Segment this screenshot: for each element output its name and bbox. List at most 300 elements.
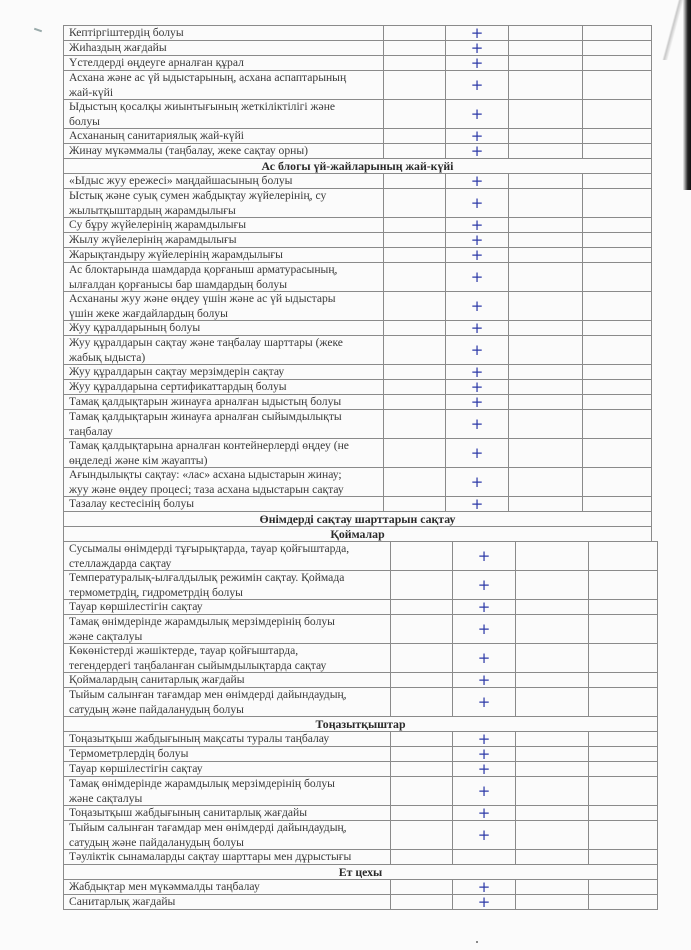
handwritten-plus-mark: + xyxy=(470,341,484,359)
table-row xyxy=(63,746,658,761)
handwritten-plus-mark: + xyxy=(470,319,484,337)
empty-cell xyxy=(582,26,652,40)
empty-cell xyxy=(515,821,588,849)
criterion-text: тегендердегі таңбаланған сыйымдылықтарда сақтау xyxy=(69,658,327,672)
handwritten-plus-mark: + xyxy=(470,142,484,160)
table-row xyxy=(63,70,652,99)
criterion-text: Ыстық және суық сумен жабдықтау жүйелерінің, су xyxy=(69,189,327,202)
criterion-text: Су бұру жүйелерінің жарамдылығы xyxy=(69,218,247,231)
empty-cell xyxy=(582,144,652,158)
empty-cell xyxy=(508,218,582,232)
mark-cell xyxy=(445,263,508,291)
criterion-text: Температуралық-ылғалдылық режимін сақтау. Қоймада xyxy=(69,571,345,584)
mark-cell xyxy=(452,747,515,761)
handwritten-plus-mark: + xyxy=(477,804,491,822)
empty-cell xyxy=(582,497,652,511)
empty-cell xyxy=(515,806,588,820)
section-header: Ас блогы үй-жайларының жай-күйі xyxy=(63,158,652,173)
handwritten-plus-mark: + xyxy=(470,246,484,264)
handwritten-plus-mark: + xyxy=(477,620,491,638)
empty-cell xyxy=(515,850,588,864)
criterion-cell xyxy=(63,497,383,511)
criterion-text: ылғалдан қорғанысы бар шамдардың болуы xyxy=(69,277,288,291)
mark-cell xyxy=(445,56,508,70)
mark-cell xyxy=(445,26,508,40)
empty-cell xyxy=(383,144,445,158)
criterion-cell xyxy=(63,806,390,820)
criterion-cell xyxy=(63,365,383,379)
empty-cell xyxy=(383,71,445,99)
mark-cell xyxy=(445,410,508,438)
criterion-text: Кептіргіштердің болуы xyxy=(69,26,184,39)
empty-cell xyxy=(508,100,582,128)
handwritten-plus-mark: + xyxy=(477,598,491,616)
empty-cell xyxy=(508,292,582,320)
criterion-text: үшін жеке жағдайлардың болуы xyxy=(69,306,228,320)
table-row xyxy=(63,394,652,409)
mark-cell xyxy=(452,615,515,643)
empty-cell xyxy=(515,732,588,746)
empty-cell xyxy=(582,71,652,99)
empty-cell xyxy=(588,895,658,909)
table-bottom-border xyxy=(63,909,658,910)
mark-cell xyxy=(452,600,515,614)
mark-cell xyxy=(452,762,515,776)
mark-cell xyxy=(445,41,508,55)
criterion-cell xyxy=(63,144,383,158)
criterion-text: Қоймалардың санитарлық жағдайы xyxy=(69,673,245,686)
table-row xyxy=(63,291,652,320)
empty-cell xyxy=(383,218,445,232)
criterion-cell xyxy=(63,439,383,467)
criterion-text: Асхананы жуу және өңдеу үшін және ас үй ыдыстары xyxy=(69,292,336,305)
empty-cell xyxy=(582,468,652,496)
empty-cell xyxy=(508,365,582,379)
page-edge-shadow xyxy=(661,0,683,60)
empty-cell xyxy=(515,673,588,687)
criterion-text: сатудың және пайдаланудың болуы xyxy=(69,702,244,716)
handwritten-plus-mark: + xyxy=(470,194,484,212)
criterion-text: Ыдыстың қосалқы жиынтығының жеткіліктілігі және xyxy=(69,100,336,113)
mark-cell xyxy=(452,732,515,746)
empty-cell xyxy=(588,615,658,643)
criterion-text: Үстелдерді өңдеуге арналған құрал xyxy=(69,56,244,69)
empty-cell xyxy=(383,292,445,320)
criterion-text: Тауар көршілестігін сақтау xyxy=(69,762,203,775)
mark-cell xyxy=(445,174,508,188)
criterion-text: Ағындылықты сақтау: «лас» асхана ыдыстарын жинау; xyxy=(69,468,342,481)
empty-cell xyxy=(515,644,588,672)
empty-cell xyxy=(383,189,445,217)
empty-cell xyxy=(383,263,445,291)
criterion-text: жабық ыдыста) xyxy=(69,350,146,364)
criterion-cell xyxy=(63,747,390,761)
empty-cell xyxy=(588,732,658,746)
empty-cell xyxy=(588,880,658,894)
handwritten-plus-mark: + xyxy=(470,127,484,145)
table-row xyxy=(63,364,652,379)
criterion-text: Тамақ қалдықтарына арналған контейнерлерді өңдеу (не xyxy=(69,439,349,452)
empty-cell xyxy=(582,129,652,143)
table-row xyxy=(63,409,652,438)
mark-cell xyxy=(445,380,508,394)
criterion-cell xyxy=(63,850,390,864)
criterion-cell xyxy=(63,732,390,746)
empty-cell xyxy=(582,292,652,320)
empty-cell xyxy=(588,673,658,687)
criterion-text: және сақталуы xyxy=(69,629,143,643)
empty-cell xyxy=(515,777,588,805)
empty-cell xyxy=(582,233,652,247)
empty-cell xyxy=(383,248,445,262)
criterion-text: өңделеді және кім жауапты) xyxy=(69,453,208,467)
criterion-text: Асхананың санитариялық жай-күйі xyxy=(69,129,245,142)
empty-cell xyxy=(582,174,652,188)
table-row xyxy=(63,776,658,805)
empty-cell xyxy=(588,806,658,820)
table-row xyxy=(63,247,652,262)
handwritten-plus-mark: + xyxy=(470,378,484,396)
criterion-cell xyxy=(63,895,390,909)
empty-cell xyxy=(383,336,445,364)
table-row xyxy=(63,99,652,128)
section-header: Тоңазытқыштар xyxy=(63,716,658,731)
empty-cell xyxy=(383,233,445,247)
table-row xyxy=(63,496,652,511)
handwritten-plus-mark: + xyxy=(470,444,484,462)
criterion-cell xyxy=(63,56,383,70)
criterion-text: Тазалау кестесінің болуы xyxy=(69,497,195,510)
mark-cell xyxy=(452,880,515,894)
table-row xyxy=(63,761,658,776)
criterion-cell xyxy=(63,41,383,55)
criterion-text: Жуу құралдарының болуы xyxy=(69,321,201,334)
empty-cell xyxy=(515,762,588,776)
criterion-text: Тәуліктік сынамаларды сақтау шарттары мен дұрыстығы xyxy=(69,850,352,863)
empty-cell xyxy=(582,41,652,55)
table-row xyxy=(63,438,652,467)
criterion-text: Тауар көршілестігін сақтау xyxy=(69,600,203,613)
empty-cell xyxy=(515,880,588,894)
empty-cell xyxy=(515,542,588,570)
empty-cell xyxy=(582,410,652,438)
empty-cell xyxy=(383,321,445,335)
empty-cell xyxy=(508,410,582,438)
handwritten-plus-mark: + xyxy=(477,730,491,748)
criterion-text: жай-күйі xyxy=(69,85,114,99)
empty-cell xyxy=(390,600,452,614)
handwritten-plus-mark: + xyxy=(470,393,484,411)
criterion-cell xyxy=(63,263,383,291)
empty-cell xyxy=(515,615,588,643)
table-row xyxy=(63,820,658,849)
section-header: Өнімдерді сақтау шарттарын сақтау xyxy=(63,511,652,526)
handwritten-plus-mark: + xyxy=(470,268,484,286)
handwritten-plus-mark: + xyxy=(477,745,491,763)
criterion-cell xyxy=(63,218,383,232)
criterion-cell xyxy=(63,248,383,262)
criterion-cell xyxy=(63,26,383,40)
empty-cell xyxy=(383,129,445,143)
mark-cell xyxy=(445,144,508,158)
mark-cell xyxy=(445,100,508,128)
table-row xyxy=(63,173,652,188)
table-row xyxy=(63,55,652,70)
mark-cell xyxy=(445,189,508,217)
table-row xyxy=(63,894,658,909)
table-row xyxy=(63,217,652,232)
handwritten-plus-mark: + xyxy=(470,172,484,190)
table-row xyxy=(63,570,658,599)
mark-cell xyxy=(445,129,508,143)
section-header: Ет цехы xyxy=(63,864,658,879)
handwritten-plus-mark: + xyxy=(470,297,484,315)
table-row xyxy=(63,379,652,394)
mark-cell xyxy=(452,688,515,716)
empty-cell xyxy=(390,644,452,672)
criterion-text: Тамақ қалдықтарын жинауға арналған сыйымдылықты xyxy=(69,410,342,423)
empty-cell xyxy=(383,174,445,188)
empty-cell xyxy=(390,688,452,716)
handwritten-plus-mark: + xyxy=(470,495,484,513)
criterion-cell xyxy=(63,189,383,217)
table-row xyxy=(63,805,658,820)
criterion-text: Жабдықтар мен мүкәммалды таңбалау xyxy=(69,880,260,893)
page-edge xyxy=(683,0,691,190)
table-row xyxy=(63,614,658,643)
table-row xyxy=(63,320,652,335)
scan-dot xyxy=(476,941,478,943)
empty-cell xyxy=(582,218,652,232)
empty-cell xyxy=(383,439,445,467)
handwritten-plus-mark: + xyxy=(470,39,484,57)
empty-cell xyxy=(390,777,452,805)
mark-cell xyxy=(445,292,508,320)
empty-cell xyxy=(383,41,445,55)
criterion-cell xyxy=(63,542,390,570)
empty-cell xyxy=(508,56,582,70)
handwritten-plus-mark: + xyxy=(477,671,491,689)
table-row xyxy=(63,599,658,614)
handwritten-plus-mark: + xyxy=(470,415,484,433)
criterion-cell xyxy=(63,644,390,672)
handwritten-plus-mark: + xyxy=(470,473,484,491)
empty-cell xyxy=(508,189,582,217)
empty-cell xyxy=(508,26,582,40)
criterion-text: Тоңазытқыш жабдығының мақсаты туралы таңбалау xyxy=(69,732,330,745)
criterion-cell xyxy=(63,380,383,394)
criterion-cell xyxy=(63,174,383,188)
table-row xyxy=(63,879,658,894)
criterion-cell xyxy=(63,600,390,614)
empty-cell xyxy=(588,850,658,864)
empty-cell xyxy=(383,56,445,70)
handwritten-plus-mark: + xyxy=(470,216,484,234)
empty-cell xyxy=(390,850,452,864)
empty-cell xyxy=(383,410,445,438)
criterion-text: Жылу жүйелерінің жарамдылығы xyxy=(69,233,237,246)
mark-cell xyxy=(445,336,508,364)
mark-cell xyxy=(445,248,508,262)
empty-cell xyxy=(582,56,652,70)
table-row xyxy=(63,188,652,217)
handwritten-plus-mark: + xyxy=(477,760,491,778)
criterion-cell xyxy=(63,321,383,335)
empty-cell xyxy=(508,174,582,188)
empty-cell xyxy=(582,395,652,409)
table-row xyxy=(63,672,658,687)
criterion-text: жуу және өңдеу процесі; таза асхана ыдыстарын сақтау xyxy=(69,482,344,496)
criterion-cell xyxy=(63,410,383,438)
empty-cell xyxy=(508,71,582,99)
empty-cell xyxy=(582,380,652,394)
mark-cell xyxy=(445,439,508,467)
mark-cell xyxy=(452,542,515,570)
empty-cell xyxy=(588,777,658,805)
empty-cell xyxy=(508,380,582,394)
handwritten-plus-mark: + xyxy=(477,878,491,896)
handwritten-plus-mark: + xyxy=(470,76,484,94)
mark-cell xyxy=(452,673,515,687)
empty-cell xyxy=(383,26,445,40)
empty-cell xyxy=(508,41,582,55)
criterion-cell xyxy=(63,468,383,496)
criterion-cell xyxy=(63,395,383,409)
handwritten-plus-mark: + xyxy=(477,782,491,800)
empty-cell xyxy=(383,380,445,394)
empty-cell xyxy=(582,336,652,364)
handwritten-plus-mark: + xyxy=(477,826,491,844)
criterion-cell xyxy=(63,571,390,599)
criterion-text: Жуу құралдарын сақтау және таңбалау шарттары (жеке xyxy=(69,336,343,349)
table-row xyxy=(63,849,658,864)
empty-cell xyxy=(508,497,582,511)
criterion-text: Жуу құралдарына сертификаттардың болуы xyxy=(69,380,287,393)
empty-cell xyxy=(508,263,582,291)
mark-cell xyxy=(452,806,515,820)
table-row xyxy=(63,143,652,158)
criterion-text: және сақталуы xyxy=(69,791,143,805)
mark-cell xyxy=(452,850,515,864)
criterion-text: Тыйым салынған тағамдар мен өнімдерді дайындаудың, xyxy=(69,688,347,701)
criterion-cell xyxy=(63,688,390,716)
criterion-text: Тамақ өнімдерінде жарамдылық мерзімдерінің болуы xyxy=(69,615,335,628)
empty-cell xyxy=(390,732,452,746)
empty-cell xyxy=(588,821,658,849)
criterion-cell xyxy=(63,336,383,364)
handwritten-plus-mark: + xyxy=(470,24,484,42)
empty-cell xyxy=(582,248,652,262)
criterion-cell xyxy=(63,292,383,320)
empty-cell xyxy=(383,395,445,409)
empty-cell xyxy=(582,365,652,379)
criterion-text: термометрдің, гидрометрдің болуы xyxy=(69,585,243,599)
criterion-text: Жарықтандыру жүйелерінің жарамдылығы xyxy=(69,248,283,261)
handwritten-plus-mark: + xyxy=(470,363,484,381)
criterion-text: Тоңазытқыш жабдығының санитарлық жағдайы xyxy=(69,806,308,819)
table-row xyxy=(63,467,652,496)
table-row xyxy=(63,687,658,716)
empty-cell xyxy=(508,439,582,467)
empty-cell xyxy=(390,542,452,570)
mark-cell xyxy=(445,395,508,409)
empty-cell xyxy=(390,571,452,599)
empty-cell xyxy=(582,439,652,467)
table-row xyxy=(63,541,658,570)
criterion-text: Жинау мүкәммалы (таңбалау, жеке сақтау орны) xyxy=(69,144,308,157)
empty-cell xyxy=(515,571,588,599)
scan-speck xyxy=(34,28,42,33)
table-row xyxy=(63,232,652,247)
empty-cell xyxy=(582,189,652,217)
table-row xyxy=(63,731,658,746)
empty-cell xyxy=(383,468,445,496)
empty-cell xyxy=(508,468,582,496)
table-row xyxy=(63,128,652,143)
empty-cell xyxy=(390,880,452,894)
criterion-cell xyxy=(63,762,390,776)
empty-cell xyxy=(390,762,452,776)
criterion-text: Санитарлық жағдайы xyxy=(69,895,176,908)
criterion-text: Көкөністерді жәшіктерде, тауар қойғыштарда, xyxy=(69,644,299,657)
empty-cell xyxy=(515,895,588,909)
criterion-text: Асхана және ас үй ыдыстарының, асхана аспаптарының xyxy=(69,71,347,84)
mark-cell xyxy=(445,233,508,247)
handwritten-plus-mark: + xyxy=(477,649,491,667)
criterion-cell xyxy=(63,777,390,805)
criterion-cell xyxy=(63,615,390,643)
empty-cell xyxy=(508,321,582,335)
criterion-cell xyxy=(63,880,390,894)
criterion-cell xyxy=(63,233,383,247)
empty-cell xyxy=(588,747,658,761)
table-row xyxy=(63,25,652,40)
empty-cell xyxy=(515,747,588,761)
section-header: Қоймалар xyxy=(63,526,652,541)
criterion-cell xyxy=(63,673,390,687)
criterion-text: «Ыдыс жуу ережесі» маңдайшасының болуы xyxy=(69,174,293,187)
table-row xyxy=(63,262,652,291)
empty-cell xyxy=(588,762,658,776)
empty-cell xyxy=(508,144,582,158)
criterion-text: сатудың және пайдаланудың болуы xyxy=(69,835,244,849)
empty-cell xyxy=(588,644,658,672)
criterion-text: Тамақ қалдықтарын жинауға арналған ыдыстың болуы xyxy=(69,395,342,408)
criterion-text: Сусымалы өнімдерді тұғырықтарда, тауар қойғыштарда, xyxy=(69,542,350,555)
mark-cell xyxy=(445,71,508,99)
empty-cell xyxy=(508,129,582,143)
mark-cell xyxy=(445,365,508,379)
criterion-text: жылытқыштардың жарамдылығы xyxy=(69,203,236,217)
empty-cell xyxy=(508,336,582,364)
mark-cell xyxy=(452,821,515,849)
mark-cell xyxy=(452,777,515,805)
criterion-text: таңбалау xyxy=(69,424,113,438)
empty-cell xyxy=(588,571,658,599)
criterion-text: Тамақ өнімдерінде жарамдылық мерзімдерінің болуы xyxy=(69,777,335,790)
criterion-cell xyxy=(63,129,383,143)
handwritten-plus-mark: + xyxy=(470,54,484,72)
empty-cell xyxy=(582,263,652,291)
empty-cell xyxy=(588,688,658,716)
mark-cell xyxy=(452,644,515,672)
mark-cell xyxy=(445,218,508,232)
empty-cell xyxy=(390,673,452,687)
criterion-text: Термометрлердің болуы xyxy=(69,747,189,760)
empty-cell xyxy=(582,321,652,335)
table-row xyxy=(63,40,652,55)
handwritten-plus-mark: + xyxy=(470,105,484,123)
